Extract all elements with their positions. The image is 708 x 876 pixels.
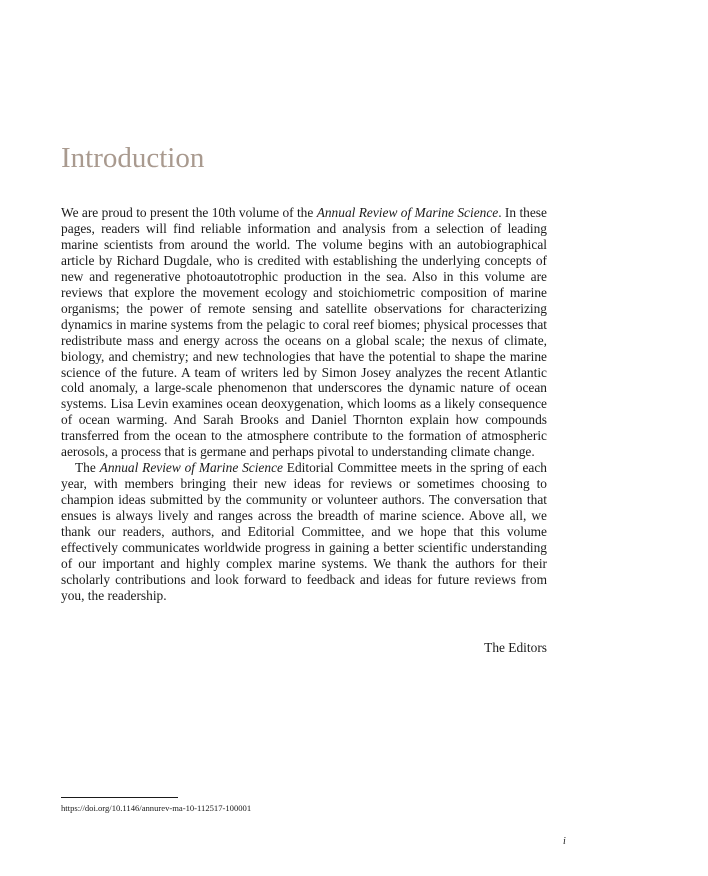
paragraph-2-body: Editorial Committee meets in the spring of each year, with members bringing their new ideas for reviews or sometimes choosing to champion ideas submitted by the community or volunteer authors. The conversation that ensues is always lively and ranges across the breadth of marine science. Above all, we thank our readers, authors, and Editorial Committee, and we hope that this volume effectively communicates worldwide progress in gaining a better scientific understanding of our important and highly complex marine systems. We thank the authors for their scholarly contributions and look forward to feedback and ideas for future reviews from you, the readership. <box>61 460 547 603</box>
footnote-divider <box>61 797 178 798</box>
body-text <box>61 205 547 604</box>
doi-footnote: https://doi.org/10.1146/annurev-ma-10-112517-100001 <box>61 803 252 813</box>
paragraph-2-lead: The <box>75 460 100 476</box>
page-number: i <box>563 836 566 847</box>
page-title: Introduction <box>61 142 205 174</box>
journal-title: Annual Review of Marine Science <box>316 205 499 220</box>
paragraph-1-lead: We are proud to present the 10th volume of the <box>61 205 317 220</box>
paragraph-2 <box>61 460 547 604</box>
paragraph-1-body: . In these pages, readers will find reliable information and analysis from a selection of leading marine scientists from around the world. The volume begins with an autobiographical article by Richard Dugdale, who is credited with establishing the underlying concepts of new and regenerative photoautotrophic production in the sea. Also in this volume are reviews that explore the movement ecology and stoichiometric composition of marine organisms; the power of remote sensing and satellite observations for characterizing dynamics in marine systems from the pelagic to coral reef biomes; physical processes that redistribute mass and energy across the oceans on a global scale; the nexus of climate, biology, and chemistry; and new technologies that have the potential to shape the marine science of the future. A team of writers led by Simon Josey analyzes the recent Atlantic cold anomaly, a large-scale phenomenon that underscores the dynamic nature of ocean systems. Lisa Levin examines ocean deoxygenation, which looms as a likely consequence of ocean warming. And Sarah Brooks and Daniel Thornton explain how compounds transferred from the ocean to the atmosphere contribute to the formation of atmospheric aerosols, a process that is germane and perhaps pivotal to understanding climate change. <box>61 205 547 460</box>
journal-title: Annual Review of Marine Science <box>99 460 283 476</box>
signature: The Editors <box>484 640 547 655</box>
paragraph-1 <box>61 205 547 460</box>
